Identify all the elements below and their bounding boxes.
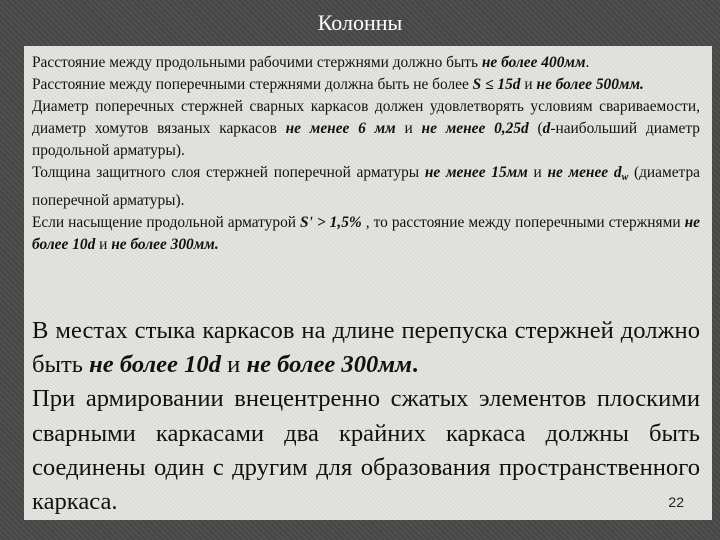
paragraph-spacing-longitudinal [32,52,700,74]
emphasis-text: не более 500мм. [536,76,644,94]
text-run: и [95,235,112,253]
text-run: и [221,351,247,379]
emphasis-text: не более 300мм [246,351,413,379]
text-run: и [527,164,548,182]
text-run: . [585,54,590,71]
paragraph-eccentric-reinforcement: При армировании внецентренно сжатых элементов плоскими сварными каркасами два крайних каркаса должны быть соединены один с другим для образования пространственного каркаса. [32,385,700,516]
text-run: Расстояние между поперечными стержнями должна быть не более [32,76,473,94]
emphasis-text: d [542,120,551,138]
text-run: и [520,76,537,94]
paragraph-saturation [32,212,700,256]
small-text-block [32,52,700,256]
slide-title: Колонны [317,10,403,35]
paragraph-transverse-diameter [32,96,700,162]
emphasis-text: не более 10d [89,351,221,379]
page-number: 22 [668,494,684,510]
text-run: Толщина защитного слоя стержней поперечной арматуры [32,164,425,182]
paragraph-spacing-transverse [32,74,700,96]
subscript-text: w [621,172,629,184]
text-run: (диаметра поперечной арматуры). [32,164,700,209]
text-run: Если насыщение продольной арматурой [32,213,301,231]
formula-text: Sʹ > 1,5% [300,213,362,231]
emphasis-text: не менее 15мм [424,164,528,182]
text-run: . [412,351,419,379]
emphasis-text: не более 300мм. [111,235,219,253]
content-panel [24,46,712,520]
text-run: и [395,120,422,138]
large-text-block [32,314,700,519]
emphasis-text: не менее d [547,164,622,182]
emphasis-text: не более 10d [32,213,700,253]
emphasis-text: не менее 6 мм [285,120,396,138]
paragraph-cover-thickness [32,162,700,211]
emphasis-text: не менее 0,25d [421,120,529,138]
text-run: Диаметр поперечных стержней сварных каркасов должен удовлетворять условиям свариваемости, диаметр хомутов вязаных каркасов [32,98,700,138]
emphasis-text: не более 400мм [481,54,586,71]
text-run: -наибольший диаметр продольной арматуры). [32,120,700,160]
paragraph-frame-joints [32,314,700,382]
text-run: В местах стыка каркасов на длине перепуска стержней должно быть [32,317,700,379]
formula-text: S ≤ 15d [472,76,521,94]
text-run: , то расстояние между поперечными стержнями [361,213,685,231]
text-run: ( [528,120,543,138]
text-run: Расстояние между продольными рабочими стержнями должно быть [32,54,482,71]
